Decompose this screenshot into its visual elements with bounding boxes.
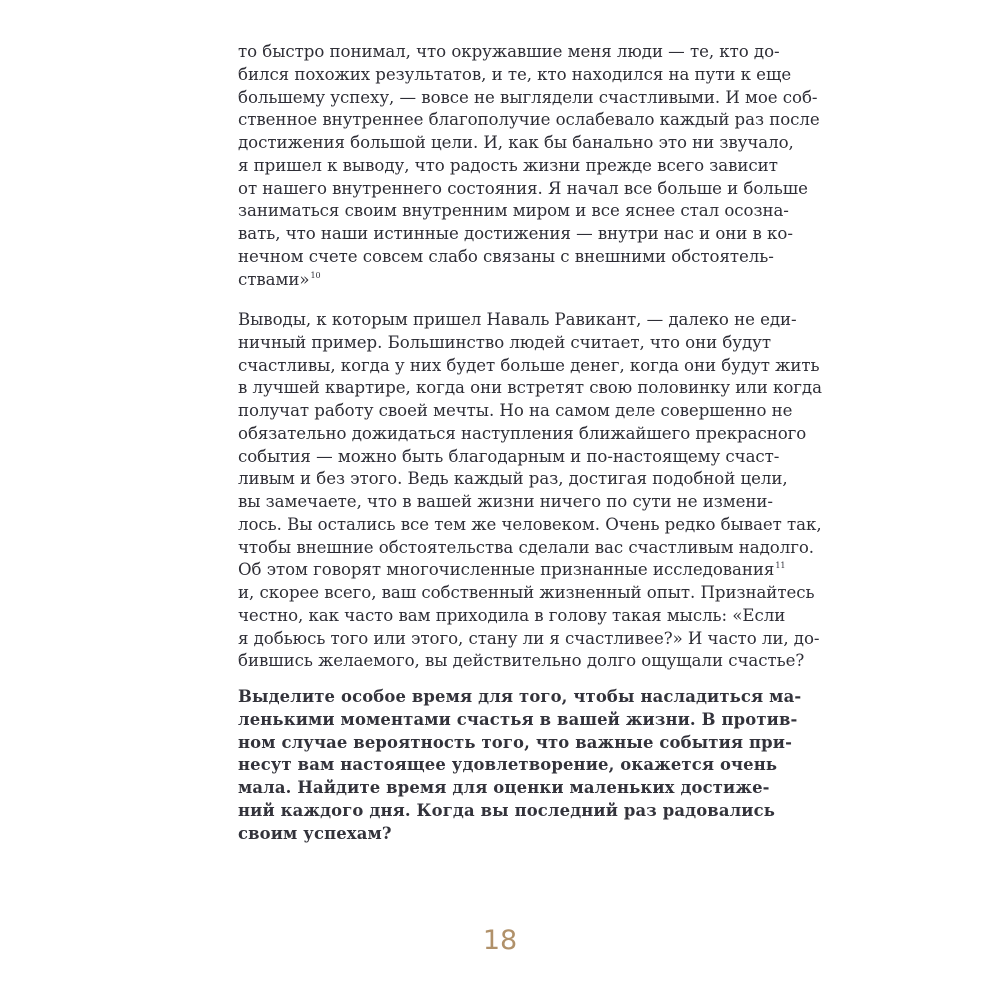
text-line: Выводы, к которым пришел Наваль Равикант, — далеко не еди- (238, 310, 797, 329)
text-line: нечном счете совсем слабо связаны с внешними обстоятель- (238, 246, 774, 266)
text-line: большему успеху, — вовсе не выглядели счастливыми. И мое соб- (238, 87, 818, 107)
text-line: честно, как часто вам приходила в голову такая мысль: «Если (238, 605, 786, 625)
text-line: в лучшей квартире, когда они встретят свою половинку или когда (238, 378, 822, 398)
text-line: я пришел к выводу, что радость жизни прежде всего зависит (238, 155, 778, 175)
paragraph-quote-end (238, 41, 820, 291)
text-line: я добьюсь того или этого, стану ли я счастливее?» И часто ли, до- (238, 628, 820, 648)
text-line: вы замечаете, что в вашей жизни ничего по сути не измени- (238, 492, 773, 511)
text-line: получат работу своей мечты. Но на самом деле совершенно не (238, 401, 793, 420)
text-line: вать, что наши истинные достижения — внутри нас и они в ко- (238, 224, 793, 243)
text-line: бился похожих результатов, и те, кто находился на пути к еще (238, 64, 792, 84)
text-line: ничный пример. Большинство людей считает, что они будут (238, 332, 771, 352)
text-line: события — можно быть благодарным и по-настоящему счаст- (238, 446, 780, 466)
text-line (238, 269, 764, 292)
text-line-content: ствами» (238, 269, 310, 289)
text-line: достижения большой цели. И, как бы банально это ни звучало, (238, 133, 794, 152)
text-line: чтобы внешние обстоятельства сделали вас счастливым надолго. (238, 537, 815, 557)
highlight-line: ном случае вероятность того, что важные события при- (238, 732, 793, 752)
text-line: от нашего внутреннего состояния. Я начал все больше и больше (238, 178, 808, 198)
text-line: счастливы, когда у них будет больше денег, когда они будут жить (238, 355, 820, 375)
page-number: 18 (482, 925, 518, 956)
paragraph-main (238, 309, 822, 673)
text-line: и, скорее всего, ваш собственный жизненный опыт. Признайтесь (238, 583, 815, 602)
text-line: ственное внутреннее благополучие ослабевало каждый раз после (238, 110, 820, 130)
highlight-line: своим успехам? (238, 823, 392, 843)
highlight-paragraph (238, 686, 802, 845)
highlight-line: Выделите особое время для того, чтобы насладиться ма- (238, 687, 802, 706)
text-line-content: Об этом говорят многочисленные признанные исследования (238, 560, 775, 580)
text-line: обязательно дожидаться наступления ближайшего прекрасного (238, 423, 807, 443)
highlight-line: несут вам настоящее удовлетворение, окажется очень (238, 755, 778, 775)
text-line (238, 559, 786, 582)
footnote-ref: 11 (775, 561, 786, 571)
footnote-ref: 10 (310, 270, 321, 280)
text-line: лось. Вы остались все тем же человеком. Очень редко бывает так, (238, 514, 822, 534)
highlight-line: ленькими моментами счастья в вашей жизни. В против- (238, 709, 798, 729)
text-line: то быстро понимал, что окружавшие меня люди — те, кто до- (238, 42, 780, 61)
text-line: ливым и без этого. Ведь каждый раз, достигая подобной цели, (238, 469, 788, 489)
text-line: заниматься своим внутренним миром и все яснее стал осозна- (238, 201, 789, 221)
highlight-line: мала. Найдите время для оценки маленьких достиже- (238, 778, 770, 797)
highlight-line: ний каждого дня. Когда вы последний раз радовались (238, 800, 776, 820)
text-line: бившись желаемого, вы действительно долго ощущали счастье? (238, 651, 805, 671)
